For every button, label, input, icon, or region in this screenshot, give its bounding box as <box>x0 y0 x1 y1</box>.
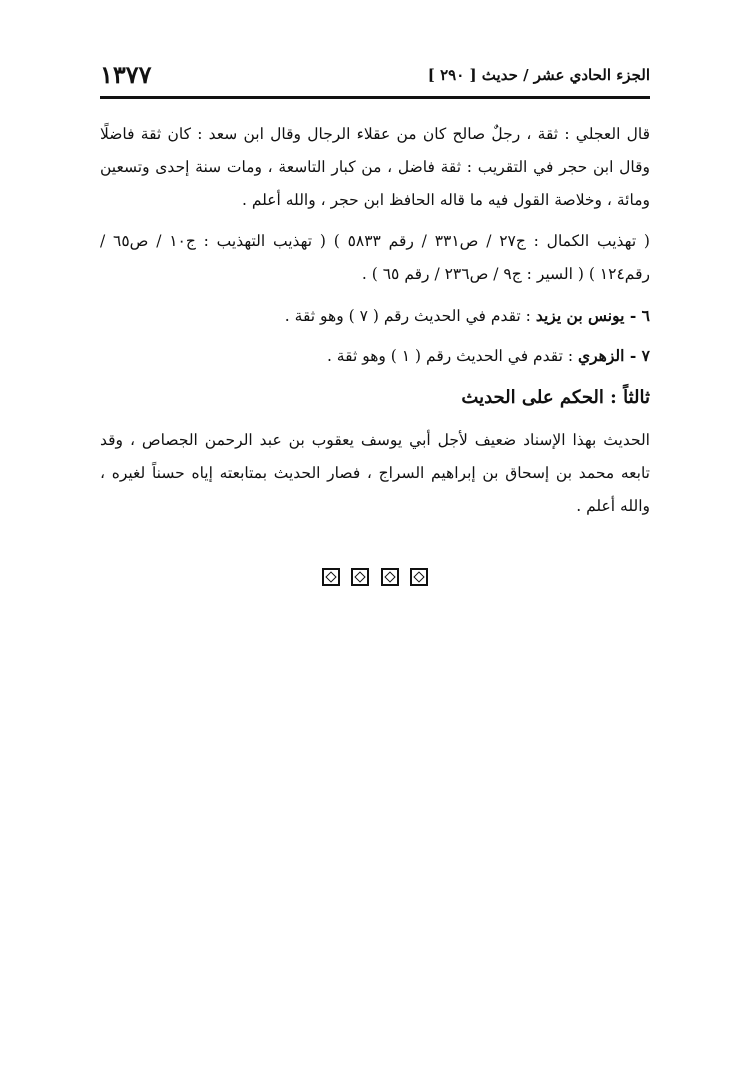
narrator-paragraph: قال العجلي : ثقة ، رجلٌ صالح كان من عقلاء الرجال وقال ابن سعد : كان ثقة فاضلًا وقال ابن حجر في التقريب : ثقة فاضل ، من كبار التاسعة ، ومات سنة إحدى وتسعين ومائة ، وخلاصة القول فيه ما قاله الحافظ ابن حجر ، والله أعلم . <box>100 125 650 209</box>
running-head <box>100 62 650 92</box>
narrator-item-7-label: ٧ - الزهري <box>578 346 650 365</box>
section-end-ornaments <box>0 568 750 590</box>
narrator-item-6 <box>100 299 650 333</box>
body-text <box>100 118 650 531</box>
narrator-item-6-label: ٦ - يونس بن يزيد <box>535 306 650 325</box>
running-head-title: الجزء الحادي عشر / حديث [ ٢٩٠ ] <box>427 66 650 84</box>
narrator-item-7 <box>100 339 650 373</box>
header-rule <box>100 96 650 99</box>
narrator-item-6-text: : تقدم في الحديث رقم ( ٧ ) وهو ثقة . <box>284 307 536 325</box>
page-number: ١٣٧٧ <box>100 60 152 89</box>
ornament-icon <box>322 568 340 586</box>
references-paragraph: ( تهذيب الكمال : ج٢٧ / ص٣٣١ / رقم ٥٨٣٣ ) ( تهذيب التهذيب : ج١٠ / ص٦٥ / رقم١٢٤ ) ( السير : ج٩ / ص٢٣٦ / رقم ٦٥ ) . <box>100 232 650 283</box>
narrator-item-7-text: : تقدم في الحديث رقم ( ١ ) وهو ثقة . <box>326 347 578 365</box>
section-heading: ثالثاً : الحكم على الحديث <box>461 387 650 408</box>
ornament-icon <box>381 568 399 586</box>
ornament-icon <box>351 568 369 586</box>
ruling-paragraph: الحديث بهذا الإسناد ضعيف لأجل أبي يوسف يعقوب بن عبد الرحمن الجصاص ، وقد تابعه محمد بن إسحاق بن إبراهيم السراج ، فصار الحديث بمتابعته إياه حسناً لغيره ، والله أعلم . <box>100 431 650 515</box>
ornament-icon <box>410 568 428 586</box>
